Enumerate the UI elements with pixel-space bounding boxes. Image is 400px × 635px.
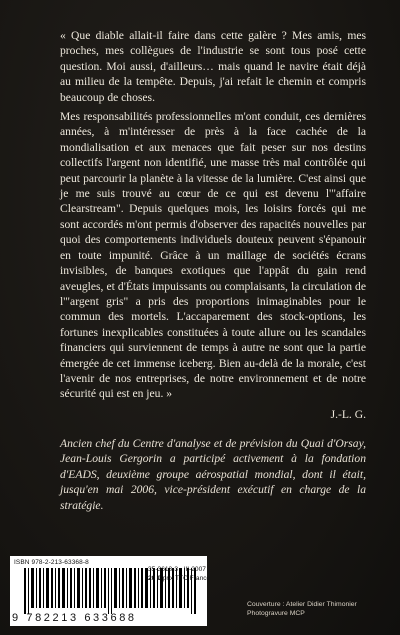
author-signature: J.-L. G.: [330, 408, 366, 421]
print-date: III-2007: [183, 566, 206, 573]
blurb-quote: [60, 28, 366, 402]
cover-credit: Couverture : Atelier Didier Thimonier: [247, 601, 357, 608]
isbn-label: ISBN 978-2-213-63368-8: [14, 559, 89, 566]
cover-credits: [247, 600, 387, 618]
product-code: 35-3613-3: [148, 566, 179, 573]
price-label: prix TTC France: [162, 575, 211, 582]
barcode-number: 9 782213 633688: [12, 612, 137, 624]
photogravure-credit: Photogravure MCP: [247, 610, 305, 617]
blurb-paragraph-2: Mes responsabilités professionnelles m'ont conduit, ces dernières années, à m'intéresser de près à la face cachée de la mondialisation et aux menaces que fait peser sur nos destins collectifs l'argent non identifié, une masse très mal contrôlée qui peut parcourir la planète à la vitesse de la lumière. C'est ainsi que je me suis trouvé au cœur de ce qui est devenu l'"affaire Clearstream". Depuis quelques mois, les loisirs forcés qui me sont accordés m'ont permis d'observer des rapacités nouvelles par quoi des comportements individuels douteux peuvent s'épanouir en toute impunité. Grâce à un maillage de sociétés écrans invisibles, de banques exotiques que l'appât du gain rend aveugles, et d'États impuissants ou complaisants, la circulation de l'"argent gris" a pris des proportions inimaginables pour le commun des mortels. L'accaparement des stock-options, les fortunes inexplicables constituées à toute allure ou les scandales financiers qui surviennent de temps à autre ne sont que la partie émergée de cet immense iceberg. Bien au-delà de la morale, c'est l'avenir de nos entreprises, de notre environnement et de notre sécurité qui est en jeu. »: [60, 110, 366, 401]
price-box: [148, 565, 211, 603]
author-bio: Ancien chef du Centre d'analyse et de prévision du Quai d'Orsay, Jean-Louis Gergorin a participé activement à la fondation d'EADS, deuxième groupe aérospatial mondial, dont il était, jusqu'en mai 2006, vice-président exécutif en charge de la stratégie.: [60, 437, 366, 512]
blurb-paragraph-1: « Que diable allait-il faire dans cette galère ? Mes amis, mes proches, mes collègues de l'industrie se sont tous posé cette question. Moi aussi, d'ailleurs… mais quand le navire était déjà au milieu de la tempête. Depuis, j'ai refait le chemin et compris beaucoup de choses.: [60, 29, 366, 104]
price-value: 20 €: [148, 575, 161, 582]
